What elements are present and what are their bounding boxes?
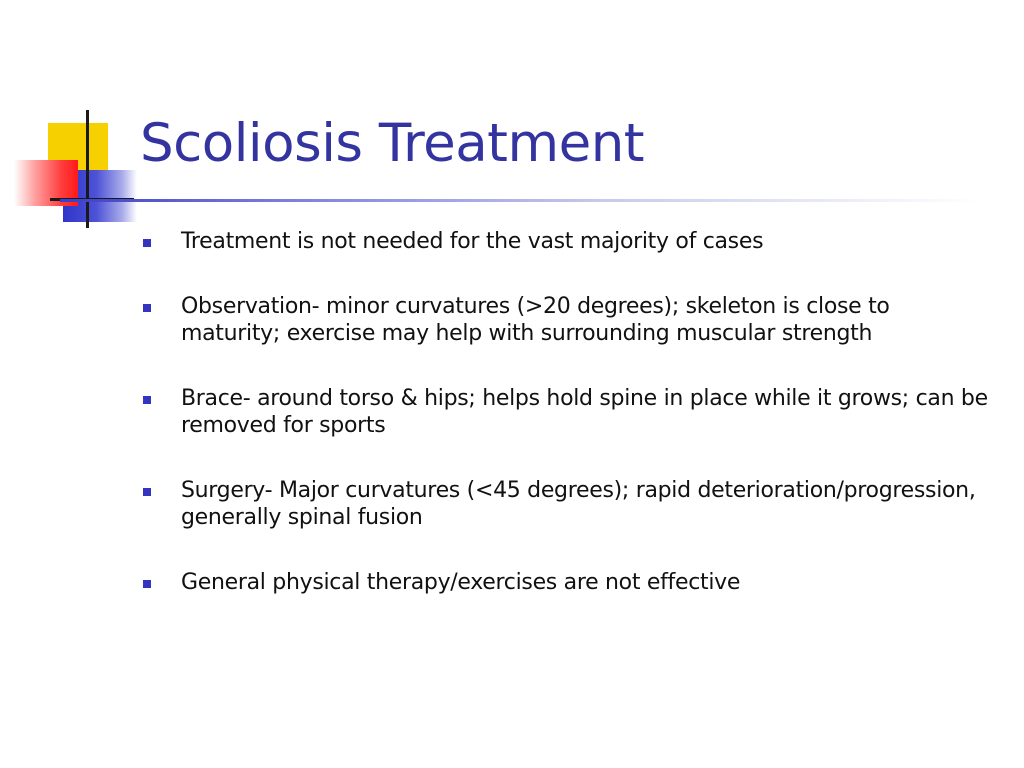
bullet-item [140, 293, 990, 347]
square-bullet-icon [143, 488, 151, 496]
decorative-vertical-line [86, 110, 89, 228]
square-bullet-icon [143, 304, 151, 312]
bullet-item [140, 477, 990, 531]
square-bullet-icon [143, 239, 151, 247]
bullet-text: Treatment is not needed for the vast majority of cases [181, 229, 764, 254]
title-underline-rule [60, 199, 980, 202]
bullet-list [140, 228, 990, 634]
square-bullet-icon [143, 580, 151, 588]
slide-title: Scoliosis Treatment [140, 113, 645, 174]
bullet-text: Observation- minor curvatures (>20 degrees); skeleton is close to maturity; exercise may help with surrounding muscular strength [181, 294, 890, 346]
square-bullet-icon [143, 396, 151, 404]
bullet-item [140, 385, 990, 439]
bullet-text: General physical therapy/exercises are not effective [181, 570, 741, 595]
bullet-item [140, 569, 990, 596]
bullet-text: Surgery- Major curvatures (<45 degrees); rapid deterioration/progression, generally spinal fusion [181, 478, 976, 530]
bullet-text: Brace- around torso & hips; helps hold spine in place while it grows; can be removed for sports [181, 386, 988, 438]
bullet-item [140, 228, 990, 255]
